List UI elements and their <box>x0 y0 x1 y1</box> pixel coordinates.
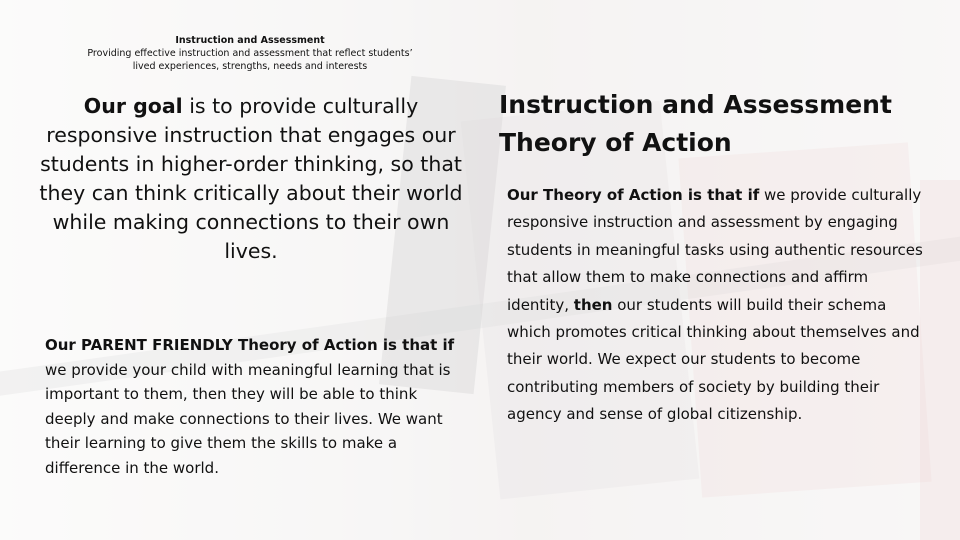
goal-text: is to provide culturally responsive instruction that engages our students in higher-order thinking, so that they can think critically about their world while making connections to their own lives. <box>39 94 463 263</box>
goal-lead: Our goal <box>83 94 183 118</box>
goal-statement <box>34 92 468 266</box>
toa-lead: Our Theory of Action is that if <box>507 186 760 204</box>
subheader-subtitle-line2: lived experiences, strengths, needs and interests <box>132 61 368 72</box>
toa-text-part2: our students will build their schema which promotes critical thinking about themselves and their world. We expect our students to become contributing members of society by building their agency and sense of global citizenship. <box>507 295 920 424</box>
toa-text-part1: we provide culturally responsive instruction and assessment by engaging students in meaningful tasks using authentic resources that allow them to make connections and affirm identity, <box>507 186 923 314</box>
slide-title <box>499 86 939 162</box>
subheader-subtitle-line1: Providing effective instruction and assessment that reflect students’ <box>87 48 413 59</box>
slide-title-line2: Theory of Action <box>499 128 732 157</box>
parent-toa-text: we provide your child with meaningful learning that is important to them, then they will be able to think deeply and make connections to their lives. We want their learning to give them the skills to make a difference in the world. <box>45 360 451 477</box>
toa-then: then <box>573 295 613 314</box>
parent-toa-lead: Our PARENT FRIENDLY Theory of Action is that if <box>45 336 455 354</box>
subheader-title: Instruction and Assessment <box>175 35 325 46</box>
theory-of-action <box>507 182 927 429</box>
parent-theory-of-action <box>45 333 465 481</box>
slide-title-line1: Instruction and Assessment <box>499 90 892 119</box>
slide-subheader <box>70 34 430 73</box>
